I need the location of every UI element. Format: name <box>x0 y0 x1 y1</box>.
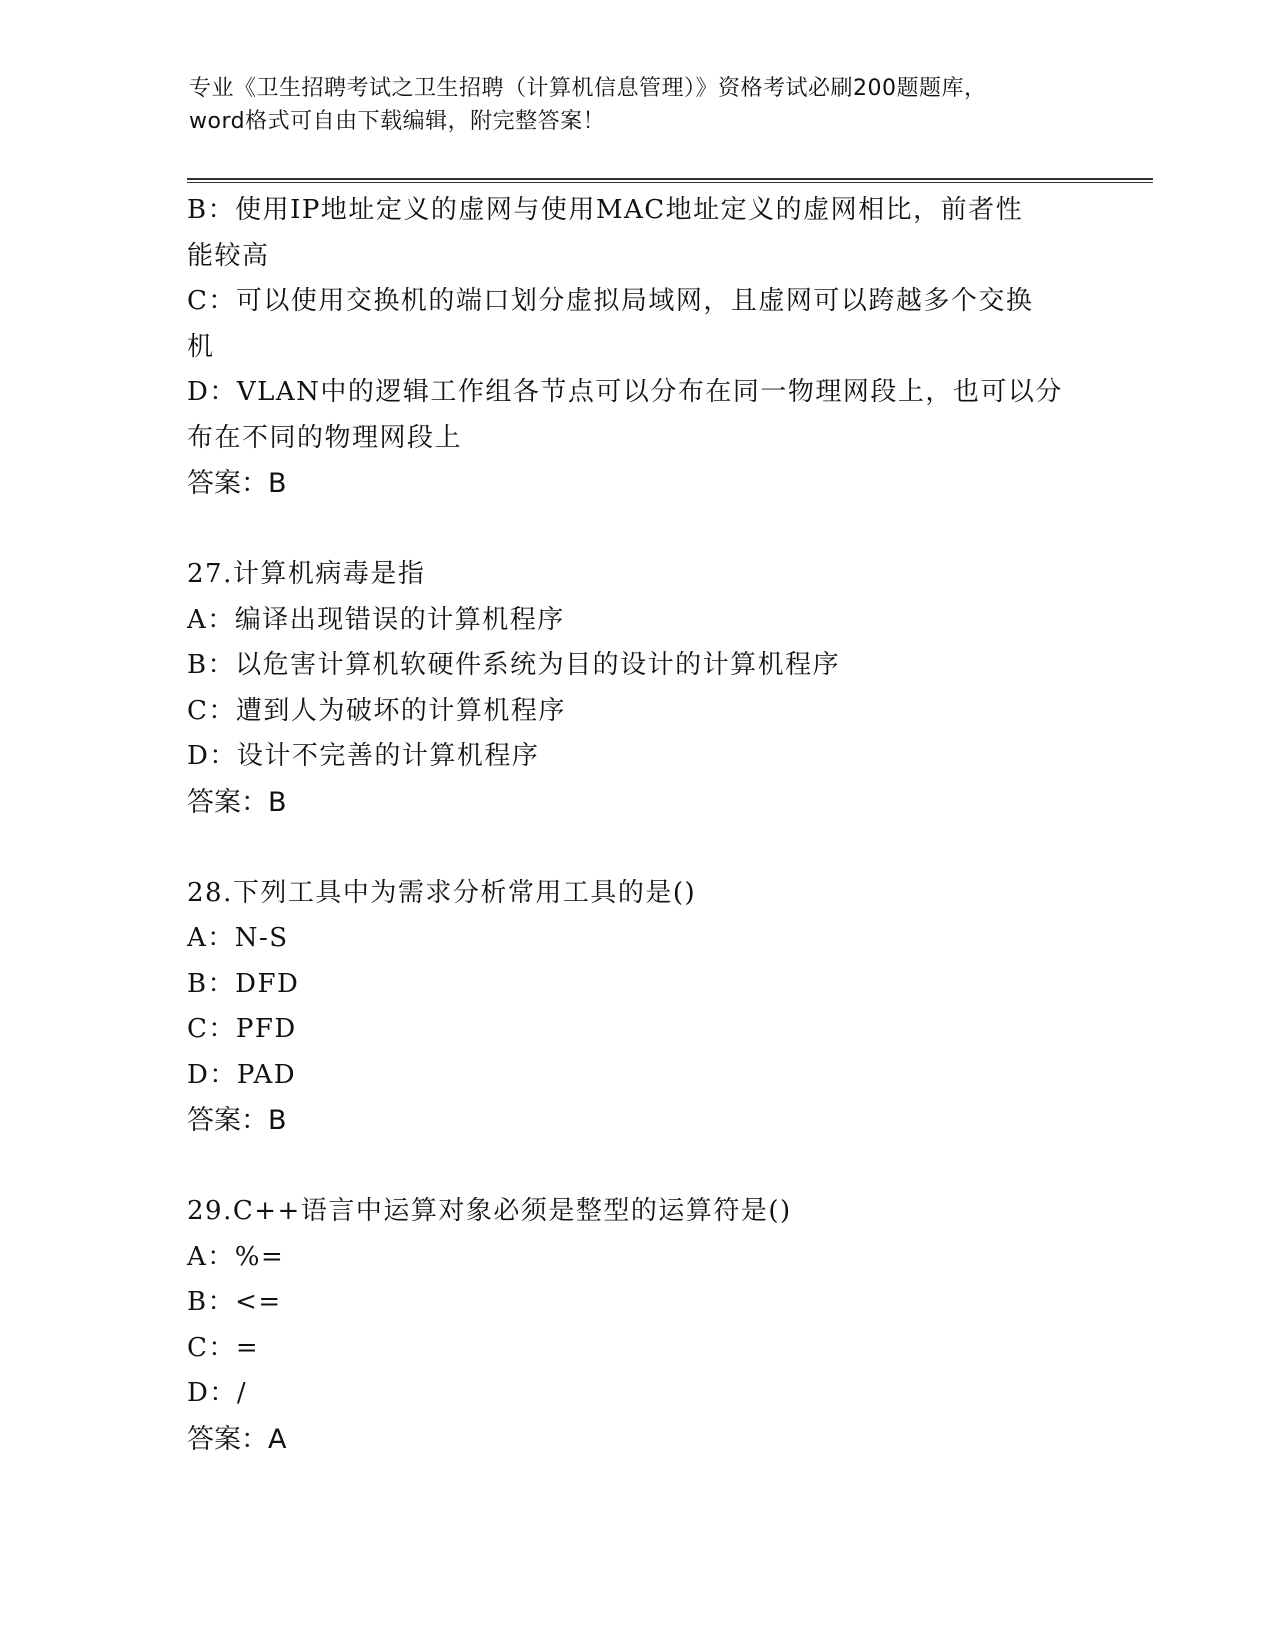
option-d-line-2: 布在不同的物理网段上 <box>187 422 463 453</box>
option-b: B：以危害计算机软硬件系统为目的设计的计算机程序 <box>187 650 841 680</box>
spacer <box>187 1144 1087 1190</box>
option-a: A：编译出现错误的计算机程序 <box>187 604 565 635</box>
question-stem: 29.C++语言中运算对象必须是整型的运算符是() <box>187 1196 792 1226</box>
option-a: A：N-S <box>187 923 289 953</box>
question-stem: 28.下列工具中为需求分析常用工具的是() <box>187 877 697 908</box>
spacer <box>187 825 1087 871</box>
answer-29: 答案：A <box>187 1423 287 1455</box>
option-d: D：/ <box>187 1378 248 1408</box>
answer-28: 答案：B <box>187 1105 287 1136</box>
header-divider-thin <box>187 182 1153 183</box>
option-c: C：PFD <box>187 1014 297 1044</box>
question-27 <box>187 552 1087 825</box>
question-list <box>187 188 1087 1462</box>
option-c-line-1: C：可以使用交换机的端口划分虚拟局域网，且虚网可以跨越多个交换 <box>187 286 1034 316</box>
header-divider-thick <box>187 178 1153 180</box>
answer-26: 答案：B <box>187 468 287 499</box>
option-d: D：PAD <box>187 1059 297 1090</box>
option-d-line-1: D：VLAN中的逻辑工作组各节点可以分布在同一物理网段上，也可以分 <box>187 377 1063 407</box>
option-b-line-2: 能较高 <box>187 240 270 271</box>
option-c: C：= <box>187 1332 260 1363</box>
option-b: B：<= <box>187 1287 282 1317</box>
option-c: C：遭到人为破坏的计算机程序 <box>187 695 566 726</box>
option-d: D：设计不完善的计算机程序 <box>187 741 540 771</box>
header-line-1: 专业《卫生招聘考试之卫生招聘（计算机信息管理）》资格考试必刷200题题库， <box>189 76 987 101</box>
spacer <box>187 507 1087 553</box>
document-header <box>189 72 1089 138</box>
question-stem: 27.计算机病毒是指 <box>187 559 426 589</box>
option-b-line-1: B：使用IP地址定义的虚网与使用MAC地址定义的虚网相比，前者性 <box>187 195 1024 225</box>
option-a: A：%= <box>187 1241 285 1272</box>
option-c-line-2: 机 <box>187 331 215 362</box>
option-b: B：DFD <box>187 968 300 999</box>
question-29 <box>187 1189 1087 1462</box>
header-line-2: word格式可自由下载编辑，附完整答案！ <box>189 109 606 134</box>
answer-27: 答案：B <box>187 786 287 818</box>
question-28 <box>187 871 1087 1144</box>
question-26-tail <box>187 188 1087 507</box>
